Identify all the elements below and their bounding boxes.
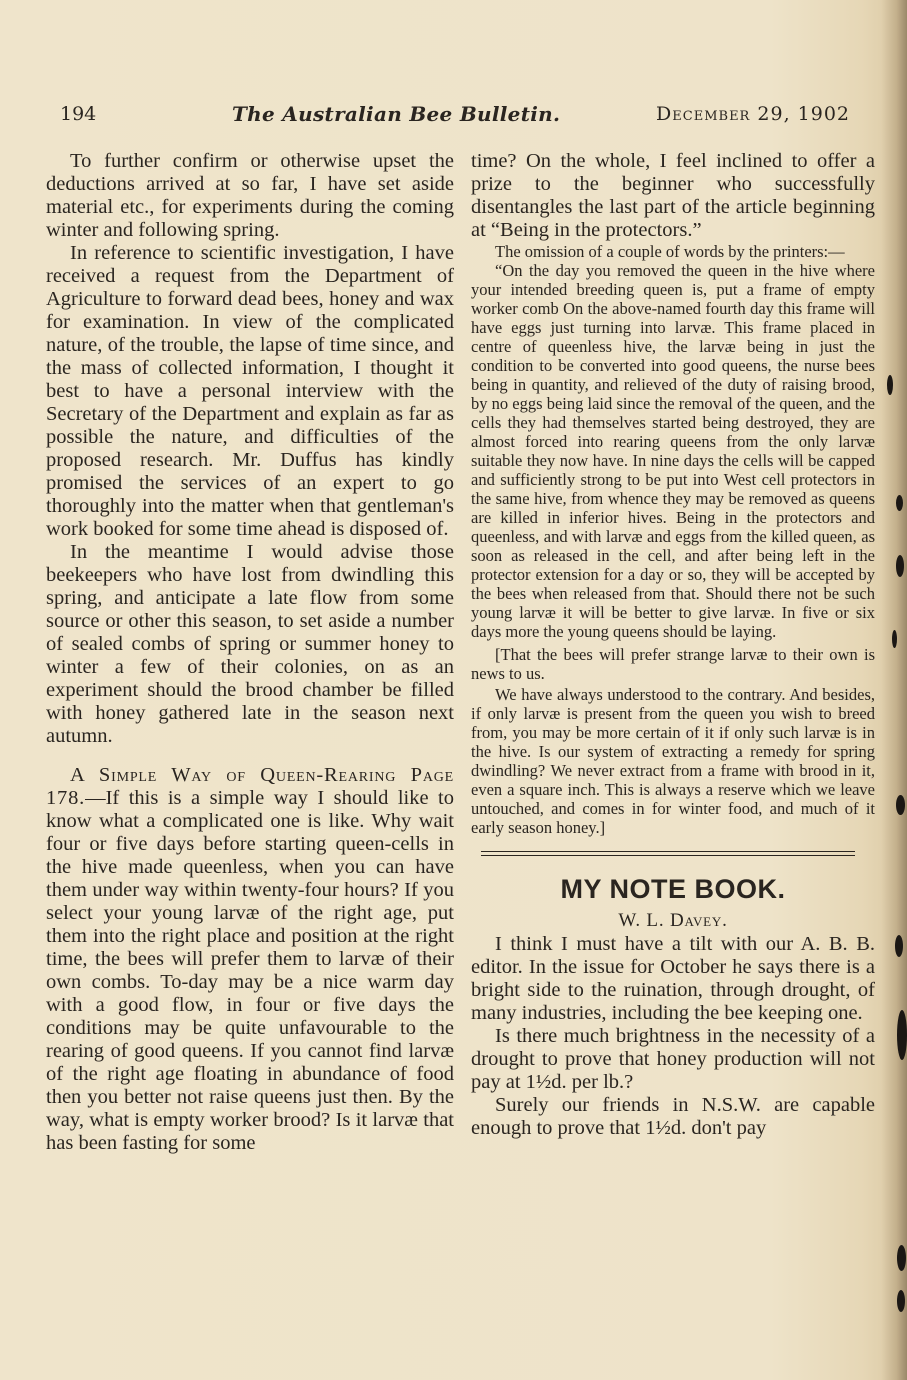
ink-mark [887,375,893,395]
paragraph-text: —If this is a simple way I should like to know what a complicated one is like. Why wait four or five days before starting queen-cells in the hive made queenless, when you can have them under way within twenty-four hours? If you select your young larvæ of the right age, put them into the right place and position at the right time, the bees will prefer them to larvæ of their own combs. To-day may be a nice warm day with a good flow, in four or five days the conditions may be quite unfavourable to the rearing of good queens. If you cannot find larvæ of the right age floating in abundance of food then you better not raise queens just then. By the way, what is empty worker brood? Is it larvæ that has been fasting for some [46,787,454,1154]
ink-mark [897,1010,907,1060]
page-edge-shadow [881,0,907,1380]
paragraph [46,764,454,1155]
editor-note: [That the bees will prefer strange larvæ to their own is news to us. [471,645,875,683]
page-number: 194 [60,103,97,125]
issue-date: December 29, 1902 [656,103,850,125]
paragraph: In reference to scientific investigation, I have received a request from the Department of Agriculture to forward dead bees, honey and wax for examination. In view of the complicated nature, of the trouble, the lapse of time since, and the mass of collected information, I thought it best to have a personal interview with the Secretary of the Department and explain as far as possible the nature, and difficulties of the proposed research. Mr. Duffus has kindly promised the services of an expert to go thoroughly into the matter when that gentleman's work booked for some time ahead is disposed of. [46,242,454,540]
ink-mark [896,495,903,511]
page-header [60,103,850,131]
left-column [46,150,454,1155]
ink-mark [897,1290,905,1312]
byline: W. L. Davey. [618,910,728,931]
editor-note: We have always understood to the contrary. And besides, if only larvæ is present from the queen you wish to breed from, you may be more certain of it if only such larvæ is in the hive. Is our system of extracting a remedy for spring dwindling? We never extract from a frame with brood in it, even a square inch. This is always a reserve which we leave untouched, and comes in for winter food, and much of it early season honey.] [471,685,875,837]
ink-mark [896,555,904,577]
paragraph: In the meantime I would advise those beekeepers who have lost from dwindling this spring, and anticipate a late flow from some source or other this season, to set aside a number of sealed combs of spring or summer honey to winter a few of their colonies, on as an experiment should the brood chamber be filled with honey gathered late in the season next autumn. [46,541,454,747]
ink-mark [896,795,905,815]
ink-mark [897,1245,906,1271]
paragraph: Surely our friends in N.S.W. are capable enough to prove that 1½d. don't pay [471,1094,875,1139]
ink-mark [895,935,903,957]
section-lead: A Simple Way of Queen-Rearing Page 178. [46,764,454,809]
paragraph: Is there much brightness in the necessity of a drought to prove that honey production will not pay at 1½d. per lb.? [471,1025,875,1093]
paragraph: time? On the whole, I feel inclined to offer a prize to the beginner who successfully disentangles the last part of the article beginning at “Being in the protectors.” [471,150,875,241]
quoted-paragraph: “On the day you removed the queen in the hive where your intended breeding queen is, put a frame of empty worker comb On the above-named fourth day this frame will have eggs just turning into larvæ. This frame placed in centre of queenless hive, the larvæ being in just the condition to be converted into good queens, the nurse bees being in quantity, and relieved of the duty of raising brood, by no eggs being laid since the removal of the queen, and the cells they had themselves started being destroyed, they are almost forced into rearing queens from the only larvæ suitable they now have. In nine days the cells will be capped and sufficiently strong to be put into West cell protectors in the same hive, from whence they may be removed as queens are killed in inferior hives. Being in the protectors and queenless, and with larvæ and eggs from the killed queen, as soon as released in the cell, and after being left in the protector extension for a day or so, they will be accepted by the bees when released from that. Should there not be such young larvæ it will be better to give larvæ. In five or six days more the young queens should be laying. [471,261,875,641]
journal-title: The Australian Bee Bulletin. [232,102,561,126]
right-column [471,150,875,1140]
paragraph: I think I must have a tilt with our A. B. B. editor. In the issue for October he says there is a bright side to the ruination, through drought, of many industries, including the bee keeping one. [471,933,875,1024]
paragraph: To further confirm or otherwise upset the deductions arrived at so far, I have set aside material etc., for experiments during the coming winter and following spring. [46,150,454,241]
section-divider [471,841,875,863]
ink-mark [892,630,897,648]
paragraph: The omission of a couple of words by the printers:— [495,242,845,261]
section-title: MY NOTE BOOK. [560,874,786,904]
